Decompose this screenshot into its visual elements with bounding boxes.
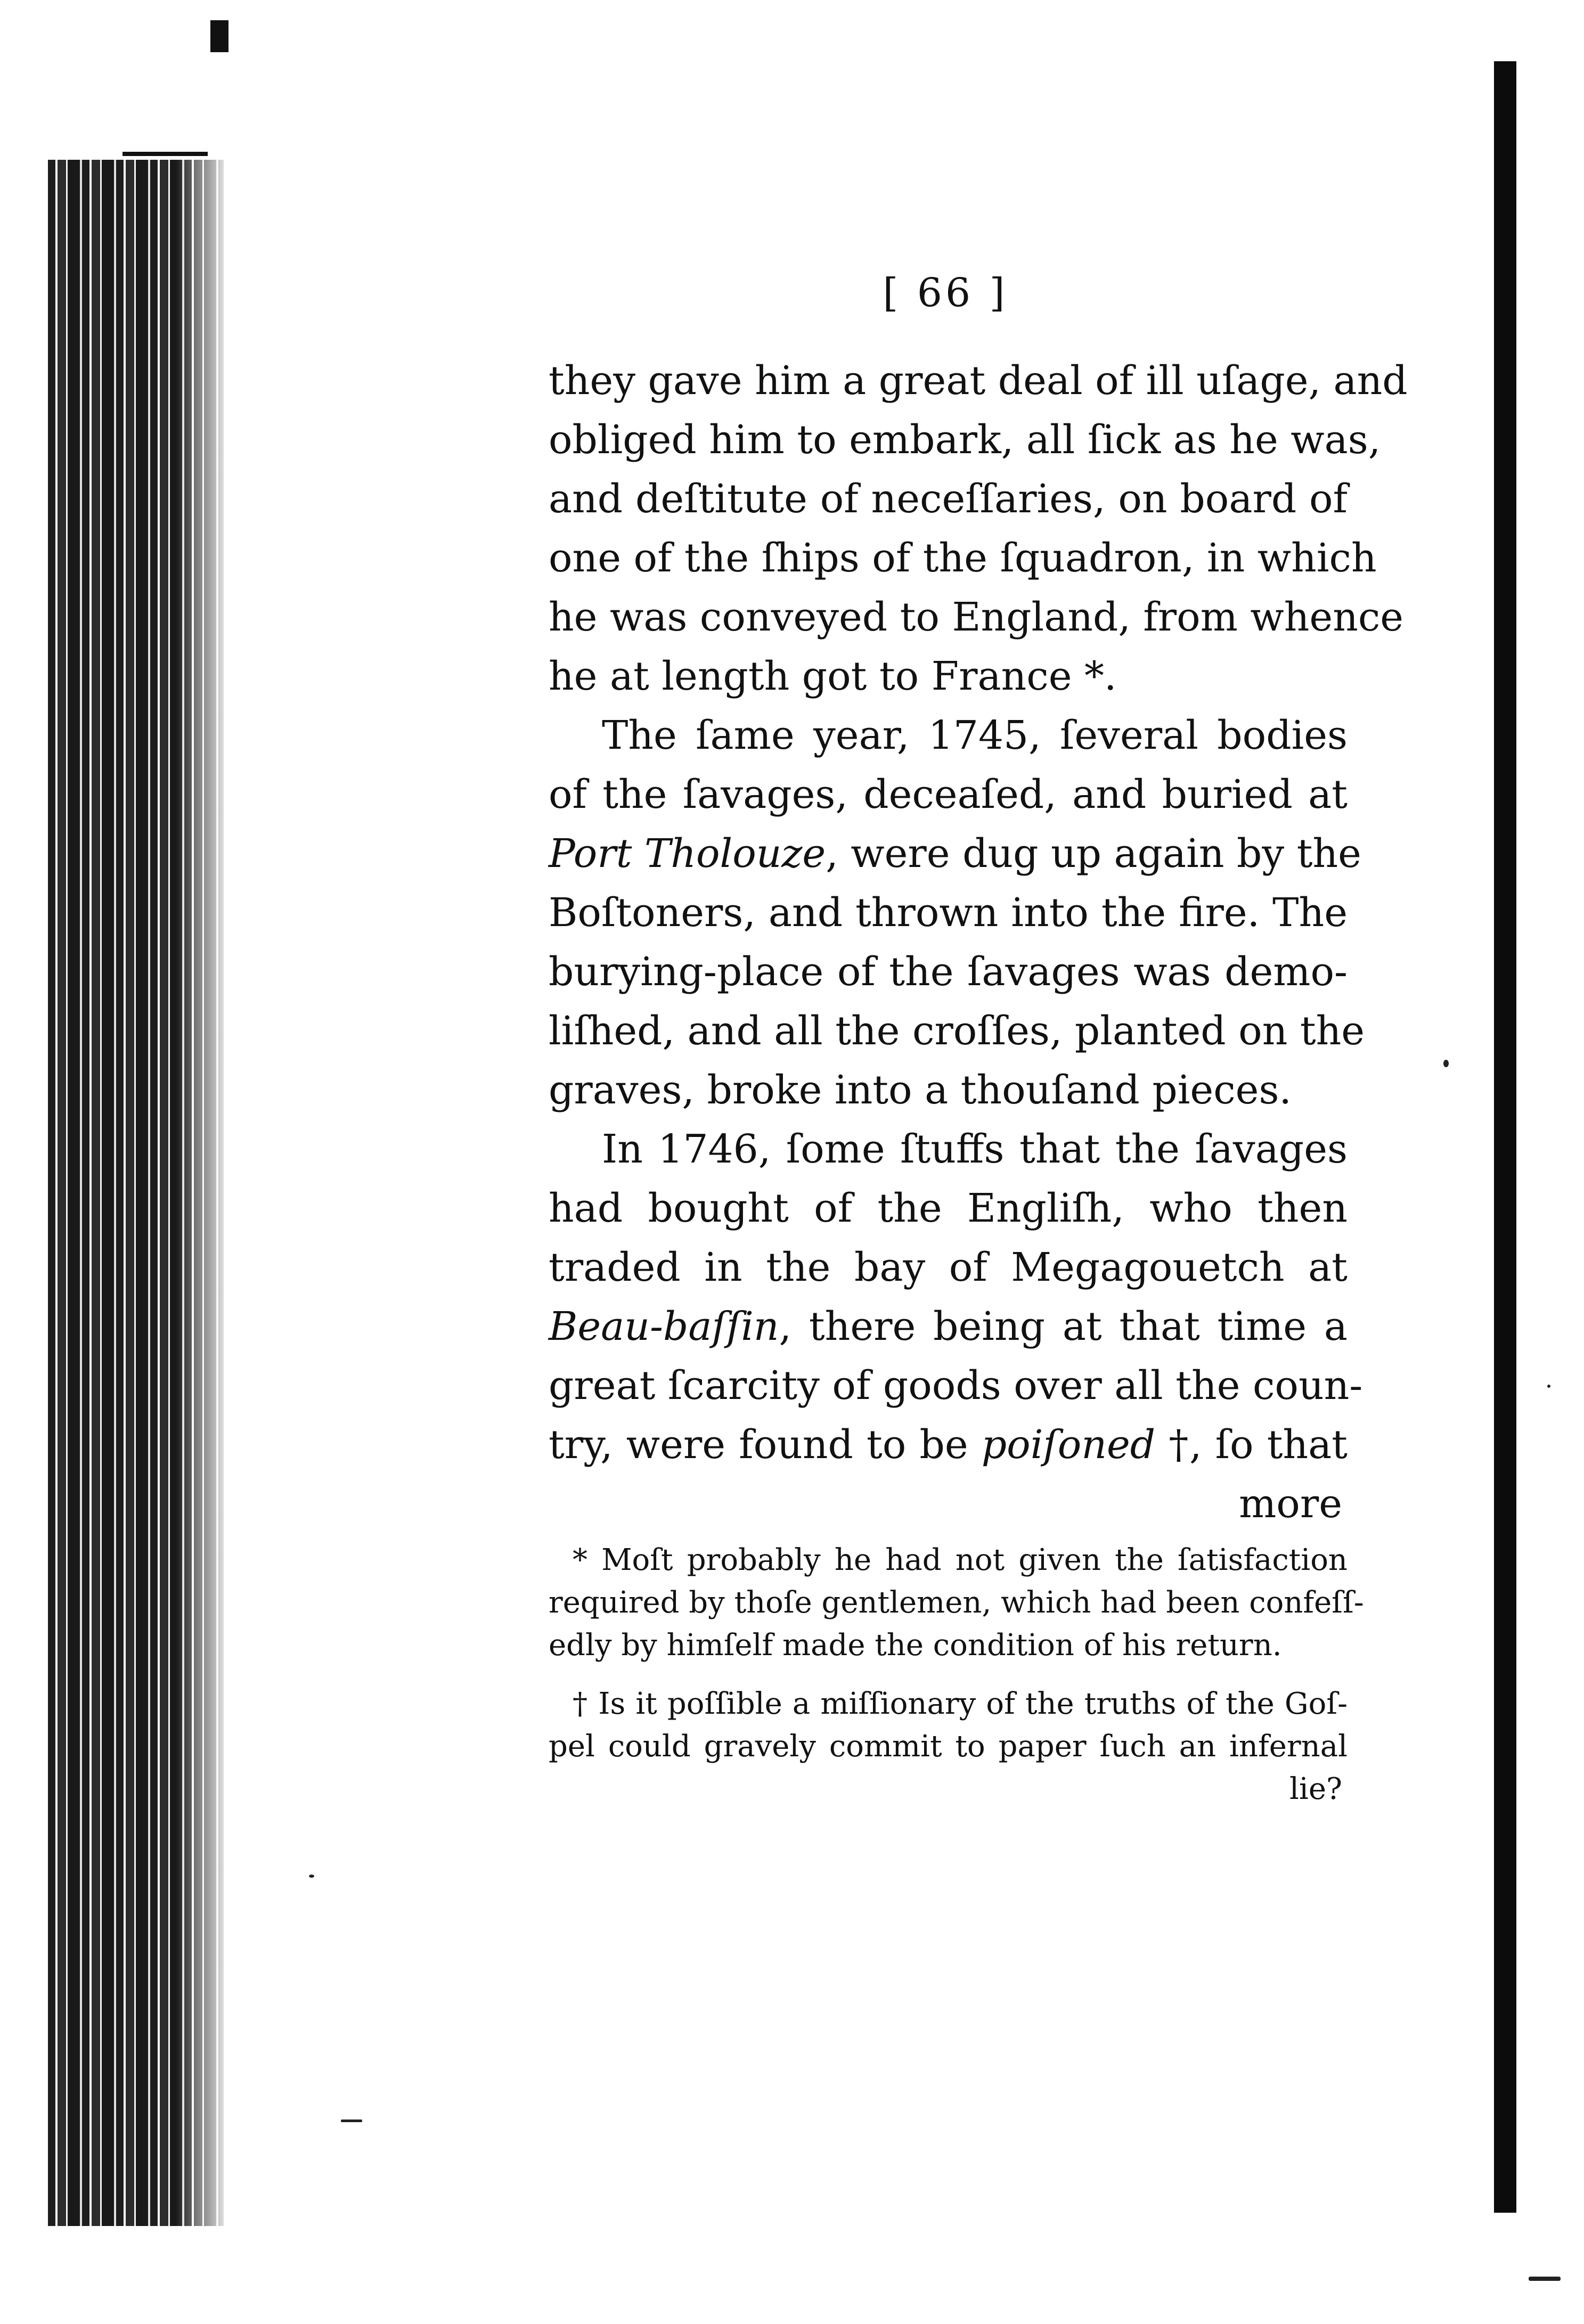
footnote-line: edly by himſelf made the condition of his return.: [549, 1628, 1282, 1663]
paragraph-start: The ſame year, 1745, ſeveral bodies: [602, 713, 1348, 758]
text-run: , were dug up again by the: [826, 831, 1361, 877]
binding-top-rule: [123, 152, 208, 156]
text-line: graves, broke into a thouſand pieces.: [549, 1067, 1292, 1113]
footnote-line: pel could gravely commit to paper ſuch an infernal: [549, 1729, 1348, 1764]
paragraph-start: In 1746, ſome ſtuffs that the ſavages: [602, 1126, 1348, 1172]
right-edge-scan-artifact: [1494, 61, 1516, 2213]
page-number: [ 66 ]: [883, 270, 1008, 316]
text-line: obliged him to embark, all ſick as he was,: [549, 417, 1381, 463]
text-line: Boſtoners, and thrown into the fire. The: [549, 890, 1348, 936]
text-line: one of the ſhips of the ſquadron, in which: [549, 535, 1377, 581]
scan-speck: [1529, 2277, 1561, 2281]
footnote-line: † Is it poſſible a miſſionary of the truths of the Goſ-: [573, 1687, 1348, 1721]
scan-speck: [309, 1875, 314, 1878]
footnote-line: required by thoſe gentlemen, which had been confeſſ-: [549, 1585, 1364, 1620]
italic-place-name: Beau-baſſin: [549, 1304, 779, 1349]
binding-edge-fade: [176, 160, 224, 2226]
text-run: try, were found to be: [549, 1422, 982, 1468]
footnotes: [549, 1539, 1364, 1811]
text-line: and deſtitute of neceſſaries, on board of: [549, 476, 1348, 522]
text-line: great ſcarcity of goods over all the coun-: [549, 1363, 1363, 1409]
text-run: †, ſo that: [1155, 1422, 1348, 1468]
footnote-line: * Moſt probably he had not given the ſatisfaction: [573, 1543, 1348, 1577]
text-run: , there being at that time a: [779, 1304, 1348, 1349]
text-line: they gave him a great deal of ill uſage, and: [549, 358, 1408, 404]
scan-speck: [341, 2120, 362, 2122]
footnote-end-word: lie?: [1289, 1772, 1342, 1806]
body-text: [549, 351, 1408, 1534]
corner-mark-scan-artifact: [210, 20, 228, 52]
scan-speck: [1547, 1385, 1550, 1388]
italic-word: poiſoned: [981, 1422, 1156, 1468]
italic-place-name: Port Tholouze: [549, 831, 826, 877]
text-line-with-italic: [549, 824, 1361, 883]
scan-speck: [1443, 1060, 1449, 1067]
footnote-gap: [549, 1667, 1348, 1683]
text-line: he was conveyed to England, from whence: [549, 594, 1404, 640]
text-line-with-italic: [549, 1415, 1348, 1475]
catchword: more: [1239, 1481, 1342, 1527]
text-line: he at length got to France *.: [549, 653, 1117, 699]
text-line: burying-place of the ſavages was demo-: [549, 949, 1348, 995]
text-line: liſhed, and all the croſſes, planted on the: [549, 1008, 1365, 1054]
text-line: of the ſavages, deceaſed, and buried at: [549, 772, 1348, 817]
text-line: traded in the bay of Megagouetch at: [549, 1245, 1348, 1290]
text-line: had bought of the Engliſh, who then: [549, 1185, 1348, 1231]
text-line-with-italic: [549, 1297, 1348, 1356]
